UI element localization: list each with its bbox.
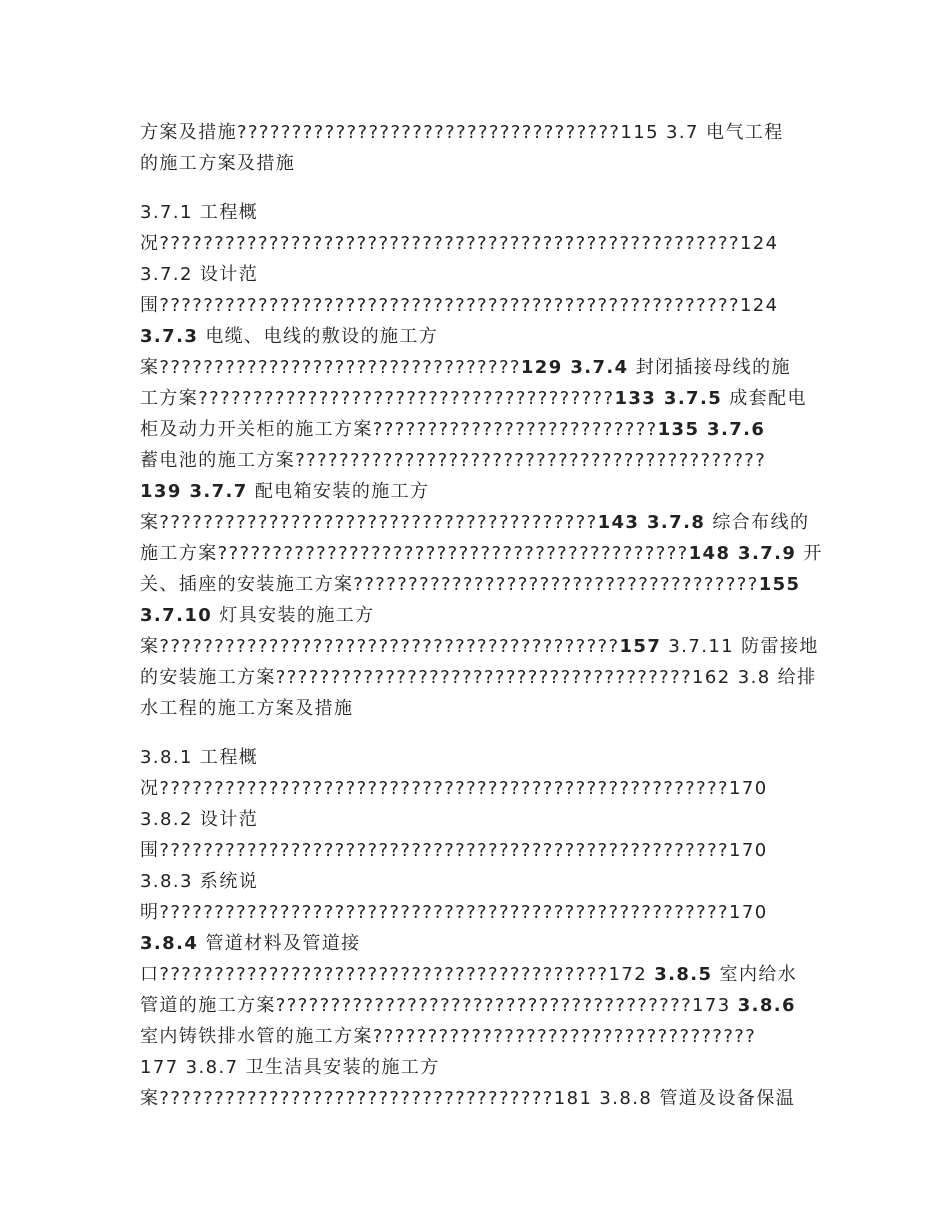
toc-text: 管道材料及管道接 xyxy=(198,933,361,954)
toc-line xyxy=(140,383,810,414)
toc-text: 封闭插接母线的施 xyxy=(628,357,791,378)
toc-entry-number: 3.8.6 xyxy=(737,995,796,1016)
toc-line xyxy=(140,1083,810,1114)
toc-text: 3.7.2 设计范 xyxy=(140,264,259,285)
toc-line xyxy=(140,476,810,507)
toc-text: 灯具安装的施工方 xyxy=(212,605,375,626)
toc-text: 案????????????????????????????????????181 3.8.8 管道及设备保温 xyxy=(140,1088,796,1109)
toc-text: 况?????????????????????????????????????????????????????124 xyxy=(140,233,779,254)
toc-text: 开 xyxy=(796,543,823,564)
toc-text: 口?????????????????????????????????????????172 xyxy=(140,964,655,985)
toc-line xyxy=(140,414,810,445)
toc-line xyxy=(140,352,810,383)
toc-line xyxy=(140,507,810,538)
toc-line xyxy=(140,1021,810,1052)
toc-line xyxy=(140,773,810,804)
toc-text: 3.7.11 防雷接地 xyxy=(661,636,819,657)
toc-line xyxy=(140,742,810,773)
toc-text: 室内给水 xyxy=(712,964,798,985)
toc-line xyxy=(140,631,819,662)
toc-entry-number: 129 3.7.4 xyxy=(520,357,629,378)
toc-text: 况????????????????????????????????????????????????????170 xyxy=(140,778,768,799)
toc-line xyxy=(140,290,810,321)
toc-line xyxy=(140,259,810,290)
toc-line xyxy=(140,321,810,352)
toc-entry-number: 143 3.7.8 xyxy=(597,512,706,533)
toc-text: 施工方案??????????????????????????????????????????? xyxy=(140,543,689,564)
toc-text: 案???????????????????????????????????????? xyxy=(140,512,598,533)
toc-text: 围????????????????????????????????????????????????????170 xyxy=(140,840,768,861)
toc-entry-number: 133 3.7.5 xyxy=(614,388,723,409)
toc-line xyxy=(140,1052,810,1083)
toc-text: 电缆、电线的敷设的施工方 xyxy=(198,326,439,347)
toc-line xyxy=(140,804,810,835)
toc-text: 室内铸铁排水管的施工方案??????????????????????????????????? xyxy=(140,1026,757,1047)
toc-entry-number: 155 xyxy=(758,574,801,595)
toc-entry-number: 3.7.10 xyxy=(140,605,213,626)
toc-entry-number: 3.7.3 xyxy=(140,326,199,347)
toc-line xyxy=(140,117,810,148)
toc-text: 成套配电 xyxy=(722,388,807,409)
toc-text: 水工程的施工方案及措施 xyxy=(140,698,354,719)
toc-text: 3.8.1 工程概 xyxy=(140,747,259,768)
toc-text: 177 3.8.7 卫生洁具安装的施工方 xyxy=(140,1057,440,1078)
toc-text: 的安装施工方案??????????????????????????????????????162 3.8 给排 xyxy=(140,667,817,688)
toc-entry-number: 3.8.4 xyxy=(140,933,199,954)
toc-text: 案?????????????????????????????????????????? xyxy=(140,636,620,657)
toc-line xyxy=(140,835,810,866)
toc-line xyxy=(140,990,810,1021)
toc-text: 配电箱安装的施工方 xyxy=(247,481,430,502)
toc-paragraph xyxy=(140,742,810,1114)
toc-entry-number: 139 3.7.7 xyxy=(140,481,248,502)
toc-text: 综合布线的 xyxy=(705,512,810,533)
toc-line xyxy=(140,866,810,897)
toc-text: 关、插座的安装施工方案????????????????????????????????????? xyxy=(140,574,759,595)
toc-line xyxy=(140,228,810,259)
toc-line xyxy=(140,197,810,228)
toc-line xyxy=(140,600,810,631)
toc-entry-number: 148 3.7.9 xyxy=(688,543,797,564)
toc-line xyxy=(140,662,817,693)
toc-entry-number: 157 xyxy=(619,636,662,657)
toc-text: 3.8.2 设计范 xyxy=(140,809,259,830)
toc-text: 案????????????????????????????????? xyxy=(140,357,521,378)
toc-text: 工方案?????????????????????????????????????? xyxy=(140,388,615,409)
toc-line xyxy=(140,148,810,179)
toc-text: 的施工方案及措施 xyxy=(140,153,296,174)
toc-line xyxy=(140,959,810,990)
document-page xyxy=(140,117,823,1114)
toc-text: 蓄电池的施工方案??????????????????????????????????????????? xyxy=(140,450,767,471)
toc-text: 方案及措施???????????????????????????????????115 3.7 电气工程 xyxy=(140,122,784,143)
toc-paragraph xyxy=(140,197,823,724)
toc-text: 围?????????????????????????????????????????????????????124 xyxy=(140,295,779,316)
toc-text: 3.7.1 工程概 xyxy=(140,202,259,223)
toc-line xyxy=(140,538,823,569)
toc-line xyxy=(140,569,810,600)
toc-line xyxy=(140,445,810,476)
toc-paragraph xyxy=(140,117,810,179)
toc-line xyxy=(140,693,810,724)
toc-text: 3.8.3 系统说 xyxy=(140,871,259,892)
toc-line xyxy=(140,928,810,959)
toc-text: 明????????????????????????????????????????????????????170 xyxy=(140,902,768,923)
toc-text: 管道的施工方案??????????????????????????????????????173 xyxy=(140,995,738,1016)
toc-entry-number: 3.8.5 xyxy=(654,964,713,985)
toc-entry-number: 135 3.7.6 xyxy=(657,419,766,440)
toc-text: 柜及动力开关柜的施工方案?????????????????????????? xyxy=(140,419,658,440)
toc-line xyxy=(140,897,810,928)
